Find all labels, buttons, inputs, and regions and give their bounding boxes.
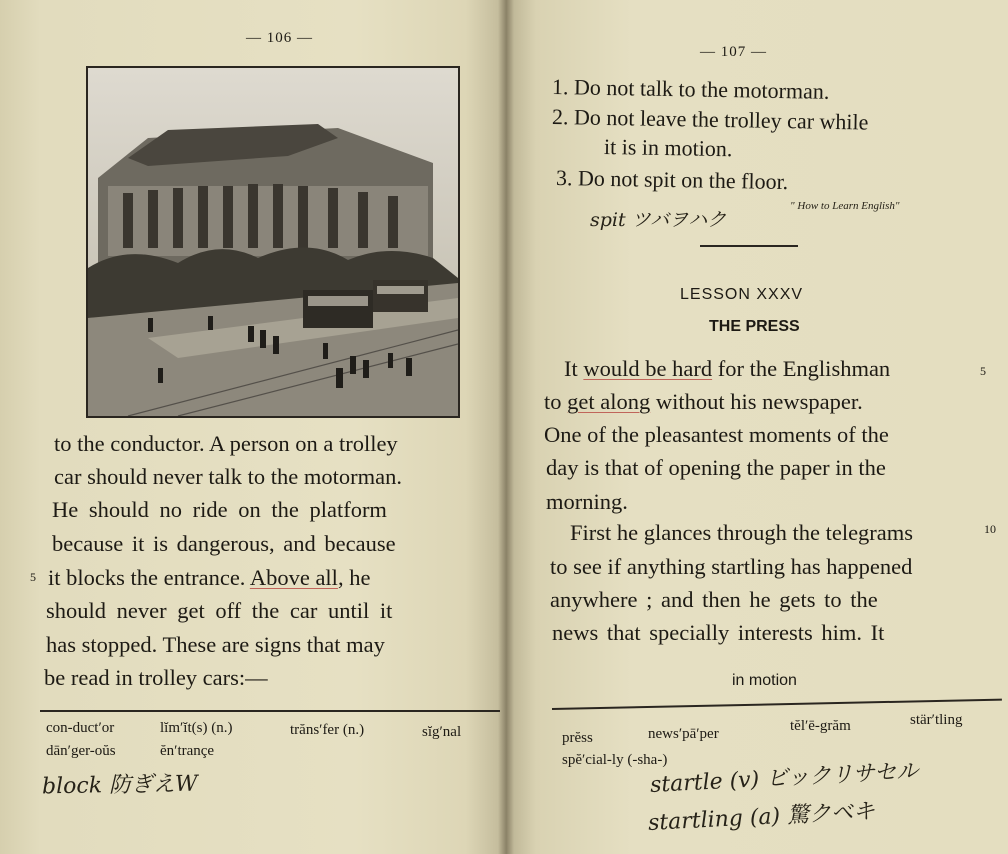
press-line-2 (544, 389, 863, 415)
vocab-transfer: trăns′fer (n.) (290, 722, 365, 738)
press-line-3: One of the pleasantest moments of the (544, 422, 889, 447)
vocab-signal: sĭg′nal (422, 724, 462, 740)
paragraph-line-8: be read in trolley cars:— (44, 665, 268, 690)
page-number-106: — 106 — (246, 30, 313, 46)
vocab-press: prĕss (562, 730, 593, 746)
vocab-divider-right (552, 699, 1002, 710)
photo-illustration (88, 68, 458, 416)
press-line-2-b: without his newspaper. (650, 389, 863, 414)
vocab-limits: lĭm′ĭt(s) (n.) (160, 720, 233, 736)
paragraph-line-2: car should never talk to the motorman. (54, 464, 403, 489)
press-para2-line-1: First he glances through the telegrams (570, 520, 914, 545)
line-number-5-right: 5 (980, 364, 986, 378)
paragraph-line-4: because it is dangerous, and because (52, 531, 396, 556)
paragraph-line-3: He should no ride on the platform (52, 497, 387, 522)
vocab-entrance: ĕn′trançe (160, 743, 215, 759)
page-number-107: — 107 — (700, 44, 767, 60)
trolley-photo (86, 66, 460, 418)
sign-1: 1. Do not talk to the motorman. (551, 74, 830, 104)
paragraph-line-6: should never get off the car until it (46, 598, 393, 623)
handwritten-note-block: block 防ぎえW (41, 771, 198, 800)
press-para2-line-2: to see if anything startling has happened (550, 554, 913, 579)
vocab-divider (40, 710, 500, 712)
book-gutter (498, 0, 514, 854)
get-along-underlined: get along (567, 389, 651, 414)
lesson-title: LESSON XXXV (680, 286, 804, 303)
would-be-hard-underlined: would be hard (583, 356, 713, 381)
paragraph-line-5 (48, 565, 370, 591)
short-divider (700, 245, 798, 247)
press-line-2-a: to (544, 389, 568, 414)
sign-2: 2. Do not leave the trolley car while (551, 104, 869, 135)
line-number-10: 10 (984, 522, 996, 536)
paragraph-line-1: to the conductor. A person on a trolley (54, 431, 398, 456)
sign-3: 3. Do not spit on the floor. (555, 165, 789, 195)
press-line-1-b: for the Englishman (712, 356, 891, 381)
press-para2-line-3: anywhere ; and then he gets to the (550, 587, 878, 612)
vocab-conductor: con-duct′or (46, 720, 115, 736)
lesson-subtitle: THE PRESS (709, 318, 800, 335)
vocab-dangerous: dān′ger-oŭs (46, 743, 116, 759)
press-line-5: morning. (546, 489, 628, 514)
handwritten-spit-note: spit ツバヲハク (590, 209, 727, 231)
handwritten-startling: startling (a) 驚クベキ (647, 799, 876, 836)
right-page (506, 0, 1008, 854)
paragraph-line-5-text: it blocks the entrance. (48, 565, 246, 590)
press-para2-line-4: news that specially interests him. It (552, 620, 885, 645)
above-all-underlined: Above all (249, 565, 338, 590)
footnote-phrase: in motion (732, 672, 797, 689)
vocab-startling: stär′tling (910, 712, 963, 728)
vocab-specially: spĕ′cial-ly (-sha-) (562, 752, 668, 768)
sign-2-continued: it is in motion. (603, 134, 733, 162)
vocab-newspaper: news′pā′per (648, 726, 719, 742)
source-citation: " How to Learn English" (790, 200, 900, 212)
paragraph-line-5-tail: , he (337, 565, 371, 590)
line-number-5: 5 (30, 570, 36, 584)
handwritten-startle: startle (v) ビックリサセル (649, 758, 919, 798)
vocab-telegram: tĕl′ē-grăm (790, 718, 851, 734)
press-line-4: day is that of opening the paper in the (546, 455, 886, 480)
press-line-1 (564, 356, 890, 382)
paragraph-line-7: has stopped. These are signs that may (46, 632, 385, 657)
press-line-1-a: It (564, 356, 584, 381)
